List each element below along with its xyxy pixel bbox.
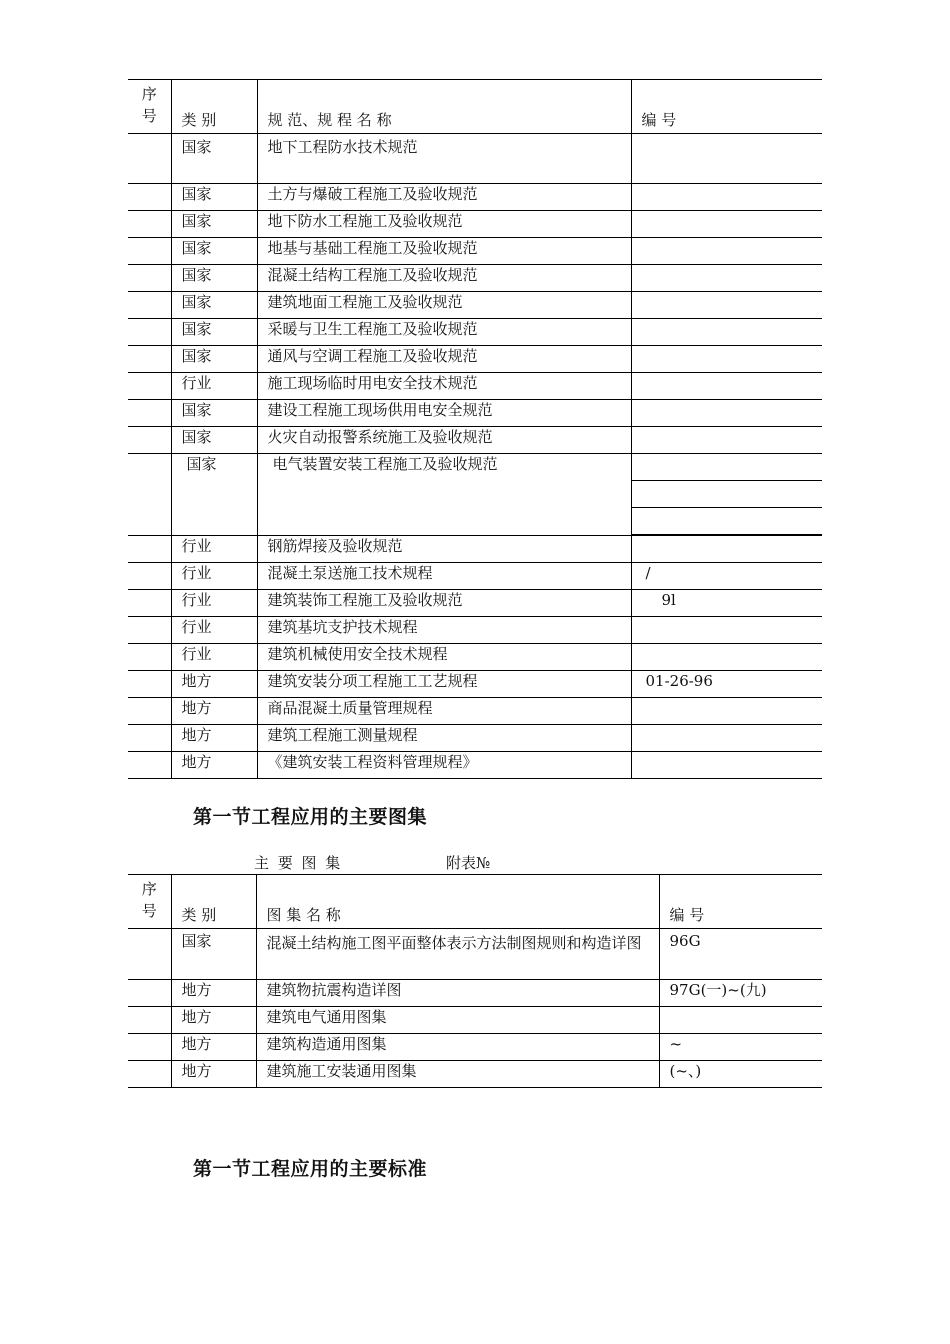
row-name: 火灾自动报警系统施工及验收规范: [257, 427, 631, 454]
row-name: 采暖与卫生工程施工及验收规范: [257, 319, 631, 346]
row-category: 国家: [171, 292, 257, 319]
table-row: [128, 319, 822, 346]
table-row: [128, 752, 822, 779]
table-row: [128, 929, 822, 980]
atlas-table: [128, 874, 822, 1088]
header-category: 类 别: [171, 875, 256, 929]
row-name: 施工现场临时用电安全技术规范: [257, 373, 631, 400]
row-category: 地方: [171, 725, 257, 752]
row-code: [631, 319, 822, 346]
row-code: (~、): [659, 1061, 822, 1088]
row-name: 混凝土结构工程施工及验收规范: [257, 265, 631, 292]
row-category: 国家: [171, 211, 257, 238]
row-code: [631, 184, 822, 211]
standards-table: [128, 79, 822, 779]
row-name: 地下工程防水技术规范: [257, 134, 631, 184]
table-row: [128, 725, 822, 752]
section-heading-atlas: 第一节工程应用的主要图集: [193, 806, 428, 828]
row-name: 建筑机械使用安全技术规程: [257, 644, 631, 671]
table-row: [128, 238, 822, 265]
row-name: 钢筋焊接及验收规范: [257, 536, 631, 563]
table-row: [128, 1061, 822, 1088]
row-code: [631, 292, 822, 319]
row-name: 建筑工程施工测量规程: [257, 725, 631, 752]
row-code: [631, 617, 822, 644]
row-category: 行业: [171, 644, 257, 671]
row-category: 行业: [171, 590, 257, 617]
row-name: 建设工程施工现场供用电安全规范: [257, 400, 631, 427]
row-name: 电气装置安装工程施工及验收规范: [257, 454, 631, 536]
table-row: [128, 563, 822, 590]
row-name: 地基与基础工程施工及验收规范: [257, 238, 631, 265]
row-name: 建筑物抗震构造详图: [256, 980, 659, 1007]
row-code: /: [631, 563, 822, 590]
row-code: 9l: [631, 590, 822, 617]
row-category: 地方: [171, 698, 257, 725]
row-code: [631, 211, 822, 238]
row-name: 建筑构造通用图集: [256, 1034, 659, 1061]
table-caption: 主 要 图 集: [254, 854, 343, 872]
row-category: 行业: [171, 617, 257, 644]
row-name: 建筑地面工程施工及验收规范: [257, 292, 631, 319]
row-code: [631, 427, 822, 454]
row-category: 国家: [171, 929, 256, 980]
row-code: [659, 1007, 822, 1034]
row-category: 行业: [171, 536, 257, 563]
row-code: [631, 373, 822, 400]
row-code: [632, 454, 823, 481]
table-row: [128, 536, 822, 563]
table-row: [128, 617, 822, 644]
table-header-row: [128, 875, 822, 929]
header-name: 规 范、规 程 名 称: [257, 80, 631, 134]
row-code: [631, 400, 822, 427]
row-category: 国家: [171, 427, 257, 454]
row-category: 地方: [171, 671, 257, 698]
row-name: 商品混凝土质量管理规程: [257, 698, 631, 725]
table-row: [128, 590, 822, 617]
row-category: 地方: [171, 752, 257, 779]
row-code: [631, 346, 822, 373]
header-code: 编 号: [659, 875, 822, 929]
row-name: 建筑安装分项工程施工工艺规程: [257, 671, 631, 698]
row-name: 地下防水工程施工及验收规范: [257, 211, 631, 238]
row-category: 地方: [171, 1034, 256, 1061]
row-name: 建筑装饰工程施工及验收规范: [257, 590, 631, 617]
row-code: [631, 265, 822, 292]
row-code: [631, 238, 822, 265]
table-row: [128, 1007, 822, 1034]
row-code: 01-26-96: [631, 671, 822, 698]
table-row: [128, 454, 822, 536]
row-category: 国家: [171, 184, 257, 211]
table-row: [128, 211, 822, 238]
table-row: [128, 671, 822, 698]
table-row: [128, 400, 822, 427]
header-category: 类 别: [171, 80, 257, 134]
header-seq: 序 号: [141, 85, 157, 125]
row-category: 行业: [171, 563, 257, 590]
row-code: [631, 134, 822, 184]
table-row: [128, 980, 822, 1007]
table-row: [128, 184, 822, 211]
row-category: 地方: [171, 980, 256, 1007]
row-code: ~: [659, 1034, 822, 1061]
row-category: 国家: [171, 265, 257, 292]
row-name: 建筑电气通用图集: [256, 1007, 659, 1034]
row-category: 国家: [171, 400, 257, 427]
row-code: [631, 752, 822, 779]
table-row: [128, 265, 822, 292]
row-code: [631, 698, 822, 725]
table-row: [128, 292, 822, 319]
row-category: 国家: [171, 238, 257, 265]
row-code: 96G: [659, 929, 822, 980]
row-code: [631, 536, 822, 563]
table-row: [128, 698, 822, 725]
table-row: [128, 373, 822, 400]
section-heading-standards: 第一节工程应用的主要标准: [193, 1158, 428, 1180]
row-category: 国家: [171, 319, 257, 346]
row-name: 建筑基坑支护技术规程: [257, 617, 631, 644]
row-code-split: [631, 454, 822, 536]
row-category: 国家: [171, 134, 257, 184]
table-row: [128, 346, 822, 373]
row-code: [631, 725, 822, 752]
row-name: 通风与空调工程施工及验收规范: [257, 346, 631, 373]
annex-label: 附表№: [446, 854, 491, 872]
row-category: 地方: [171, 1061, 256, 1088]
table-row: [128, 427, 822, 454]
row-code: 97G(一)~(九): [659, 980, 822, 1007]
row-name: 《建筑安装工程资料管理规程》: [257, 752, 631, 779]
row-code: [631, 644, 822, 671]
row-name: 建筑施工安装通用图集: [256, 1061, 659, 1088]
row-name: 土方与爆破工程施工及验收规范: [257, 184, 631, 211]
header-code: 编 号: [631, 80, 822, 134]
table-row: [128, 1034, 822, 1061]
table-header-row: [128, 80, 822, 134]
row-name: 混凝土结构施工图平面整体表示方法制图规则和构造详图: [256, 929, 659, 980]
row-category: 国家: [171, 454, 257, 536]
row-category: 地方: [171, 1007, 256, 1034]
row-category: 国家: [171, 346, 257, 373]
table-row: [128, 134, 822, 184]
header-seq: 序 号: [141, 880, 157, 920]
table-row: [128, 644, 822, 671]
row-name: 混凝土泵送施工技术规程: [257, 563, 631, 590]
header-name: 图 集 名 称: [256, 875, 659, 929]
row-category: 行业: [171, 373, 257, 400]
